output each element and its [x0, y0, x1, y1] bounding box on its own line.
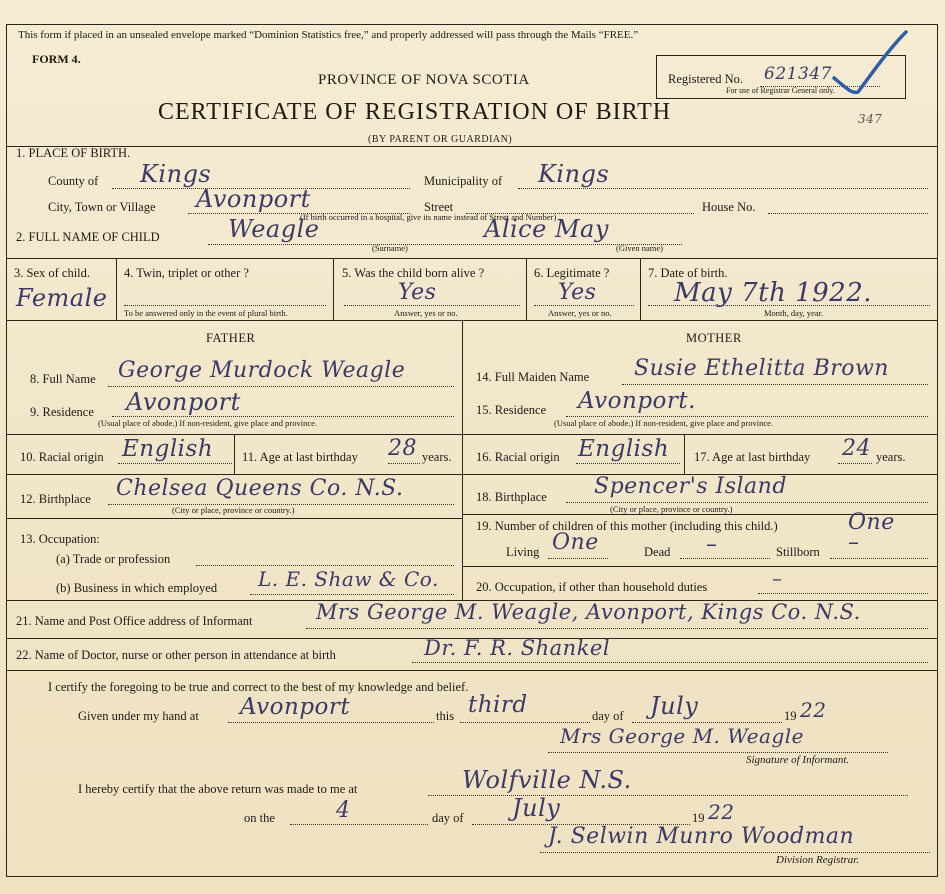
mother-age-label: 17. Age at last birthday	[694, 450, 811, 464]
province-heading: PROVINCE OF NOVA SCOTIA	[318, 72, 530, 88]
municipality-line	[518, 188, 928, 189]
date-value: May 7th 1922.	[674, 278, 873, 308]
mother-birthplace-note: (City or place, province or country.)	[610, 504, 733, 514]
rule-details-top	[6, 258, 938, 259]
mother-name-label: 14. Full Maiden Name	[476, 370, 590, 384]
certify-text: I certify the foregoing to be true and correct to the best of my knowledge and belief.	[48, 680, 469, 694]
return-text: I hereby certify that the above return was made to me at	[78, 782, 358, 796]
living-value: One	[552, 530, 599, 555]
mother-racial-label: 16. Racial origin	[476, 450, 560, 464]
father-business-value: L. E. Shaw & Co.	[258, 567, 439, 591]
return-month: July	[512, 794, 561, 822]
dead-value: –	[706, 532, 718, 557]
living-label: Living	[506, 545, 540, 559]
on-the-label: on the	[244, 811, 275, 825]
given-month: July	[650, 692, 699, 720]
mother-residence-label: 15. Residence	[476, 403, 547, 417]
city-value: Avonport	[196, 185, 311, 213]
date-note: Month, day, year.	[764, 308, 824, 318]
top-rule	[6, 24, 938, 25]
bottom-rule	[6, 876, 938, 877]
alive-label: 5. Was the child born alive ?	[342, 266, 485, 280]
informant-signature: Mrs George M. Weagle	[560, 724, 804, 748]
mother-residence-value: Avonport.	[578, 388, 696, 414]
mother-residence-note: (Usual place of abode.) If non-resident, give place and province.	[554, 418, 774, 428]
informant-caption: Signature of Informant.	[746, 754, 850, 766]
informant-value: Mrs George M. Weagle, Avonport, Kings Co. N.S.	[316, 600, 861, 624]
county-value: Kings	[140, 160, 212, 188]
sex-value: Female	[16, 284, 108, 312]
father-birthplace-label: 12. Birthplace	[20, 492, 91, 506]
mother-birthplace-value: Spencer's Island	[594, 474, 787, 499]
given-label: Given under my hand at	[78, 709, 199, 723]
mother-heading: MOTHER	[686, 331, 742, 345]
mail-notice: This form if placed in an unsealed envelope marked “Dominion Statistics free,” and properly addressed will pass through the Mails “FREE.”	[18, 29, 639, 41]
given-caption: (Given name)	[616, 243, 663, 253]
child-given-name: Alice May	[484, 215, 609, 243]
rule-place	[6, 146, 938, 147]
father-racial-value: English	[122, 436, 214, 462]
child-name-line	[208, 244, 682, 245]
return-day: 4	[336, 798, 351, 823]
child-name-label: 2. FULL NAME OF CHILD	[16, 230, 160, 244]
checkmark-icon	[830, 28, 910, 98]
stillborn-label: Stillborn	[776, 545, 820, 559]
alive-value: Yes	[398, 280, 437, 305]
street-label: Street	[424, 200, 454, 214]
legit-label: 6. Legitimate ?	[534, 266, 610, 280]
father-residence-label: 9. Residence	[30, 405, 94, 419]
surname-caption: (Surname)	[372, 243, 408, 253]
mother-occupation-value: –	[772, 566, 783, 590]
given-day: third	[468, 692, 528, 718]
certificate-title: CERTIFICATE OF REGISTRATION OF BIRTH	[158, 99, 672, 125]
given-year: 22	[800, 698, 827, 722]
return-year-prefix: 19	[692, 811, 705, 825]
margin-mark: 347	[858, 112, 883, 126]
informant-label: 21. Name and Post Office address of Informant	[16, 614, 253, 628]
return-place: Wolfville N.S.	[462, 766, 632, 794]
father-racial-label: 10. Racial origin	[20, 450, 104, 464]
registrar-caption: Division Registrar.	[776, 854, 860, 866]
father-residence-note: (Usual place of abode.) If non-resident, give place and province.	[98, 418, 318, 428]
registrar-note: For use of Registrar General only.	[726, 86, 835, 95]
rule-details-bottom	[6, 320, 938, 321]
alive-note: Answer, yes or no.	[394, 308, 458, 318]
father-years: years.	[422, 450, 452, 464]
dead-label: Dead	[644, 545, 671, 559]
father-occupation-label: 13. Occupation:	[20, 532, 100, 546]
registered-number: 621347	[764, 64, 832, 84]
father-residence-value: Avonport	[126, 388, 241, 416]
mother-age-value: 24	[842, 436, 871, 461]
this-label: this	[436, 709, 455, 723]
form-number: FORM 4.	[32, 52, 81, 66]
hospital-note: (If birth occurred in a hospital, give its name instead of Street and Number)	[300, 212, 557, 222]
father-name-label: 8. Full Name	[30, 372, 96, 386]
father-age-value: 28	[388, 436, 417, 461]
day-of-label: day of	[592, 709, 624, 723]
father-business-label: (b) Business in which employed	[56, 581, 218, 595]
place-heading: 1. PLACE OF BIRTH.	[16, 146, 131, 160]
return-year: 22	[708, 800, 735, 824]
mother-name-value: Susie Ethelitta Brown	[634, 356, 889, 381]
mother-children-label: 19. Number of children of this mother (including this child.)	[476, 519, 778, 533]
legit-value: Yes	[558, 280, 597, 305]
left-border	[6, 24, 7, 876]
father-name-value: George Murdock Weagle	[118, 358, 406, 383]
twin-label: 4. Twin, triplet or other ?	[124, 266, 249, 280]
house-line	[768, 213, 928, 214]
certificate-subtitle: (BY PARENT OR GUARDIAN)	[368, 134, 513, 145]
child-surname: Weagle	[228, 215, 320, 243]
father-heading: FATHER	[206, 331, 256, 345]
city-label: City, Town or Village	[48, 200, 156, 214]
sex-label: 3. Sex of child.	[14, 266, 91, 280]
twin-note: To be answered only in the event of plural birth.	[124, 308, 288, 318]
legit-note: Answer, yes or no.	[548, 308, 612, 318]
father-age-label: 11. Age at last birthday	[242, 450, 358, 464]
mother-years: years.	[876, 450, 906, 464]
municipality-value: Kings	[538, 160, 610, 188]
stillborn-value: –	[848, 530, 860, 555]
right-border	[937, 24, 938, 876]
date-label: 7. Date of birth.	[648, 266, 728, 280]
county-label: County of	[48, 174, 99, 188]
doctor-label: 22. Name of Doctor, nurse or other person in attendance at birth	[16, 648, 336, 662]
given-place: Avonport	[240, 694, 351, 720]
doctor-value: Dr. F. R. Shankel	[424, 636, 611, 660]
registrar-signature: J. Selwin Munro Woodman	[548, 824, 855, 849]
mother-children-value: One	[848, 510, 895, 535]
mother-racial-value: English	[578, 436, 670, 462]
mother-occupation-label: 20. Occupation, if other than household duties	[476, 580, 708, 594]
father-birthplace-note: (City or place, province or country.)	[172, 505, 295, 515]
father-birthplace-value: Chelsea Queens Co. N.S.	[116, 476, 404, 501]
parents-divider	[462, 320, 463, 600]
registered-label: Registered No.	[668, 72, 743, 86]
given-year-prefix: 19	[784, 709, 797, 723]
mother-birthplace-label: 18. Birthplace	[476, 490, 547, 504]
municipality-label: Municipality of	[424, 174, 503, 188]
house-label: House No.	[702, 200, 756, 214]
return-day-of-label: day of	[432, 811, 464, 825]
father-trade-label: (a) Trade or profession	[56, 552, 171, 566]
